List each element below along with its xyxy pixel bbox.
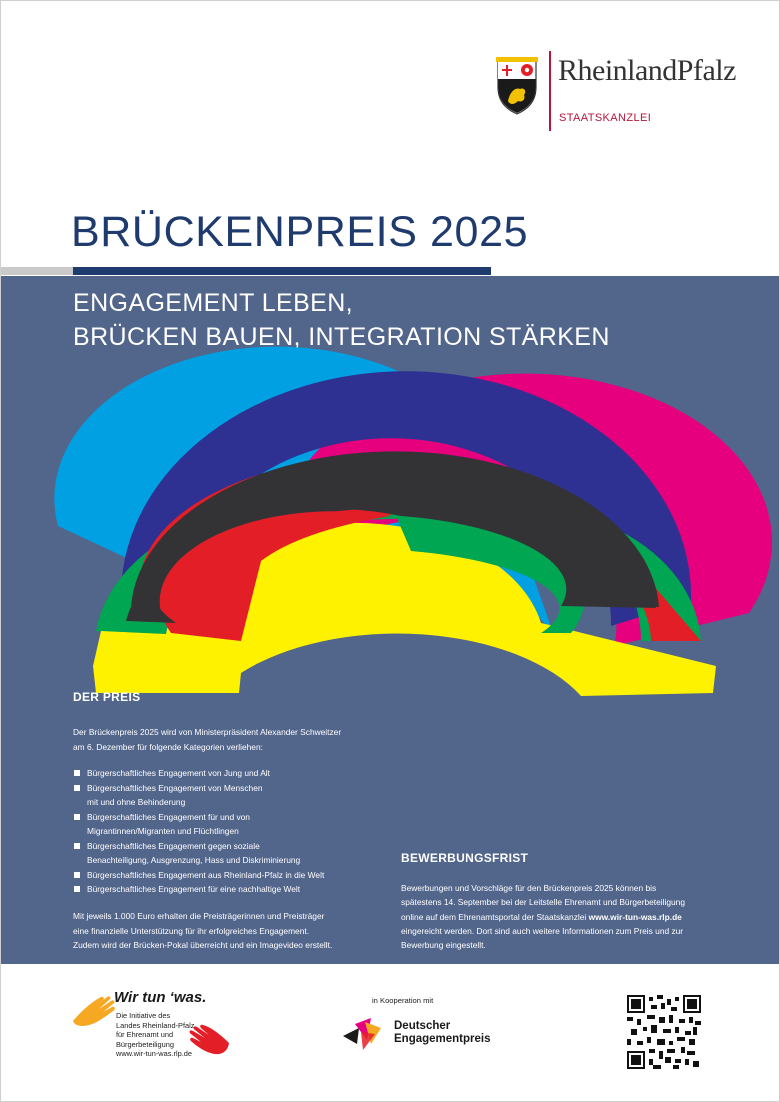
outro-line: Mit jeweils 1.000 Euro erhalten die Preisträgerinnen und Preisträger xyxy=(73,911,325,921)
logo-divider xyxy=(549,51,551,131)
bullet-icon xyxy=(74,785,80,791)
outro-line: eine finanzielle Unterstützung für ihr erfolgreiches Engagement. xyxy=(73,925,310,936)
bullet-icon xyxy=(74,886,80,892)
title-rule xyxy=(73,267,491,275)
frist-heading: BEWERBUNGSFRIST xyxy=(401,851,529,865)
page-title: BRÜCKENPREIS 2025 xyxy=(71,208,529,256)
frist-line: Bewerbungen und Vorschläge für den Brückenpreis 2025 können bis xyxy=(401,883,657,893)
frist-line: spätestens 14. September bei der Leitstelle Ehrenamt und Bürgerbeteiligung xyxy=(401,897,685,908)
subtitle-line-2: BRÜCKEN BAUEN, INTEGRATION STÄRKEN xyxy=(73,323,610,351)
logo-name: RheinlandPfalz xyxy=(558,54,736,87)
preis-outro xyxy=(73,909,403,953)
deutscher-engagementpreis-logo-icon xyxy=(341,1014,389,1054)
qr-code-icon[interactable] xyxy=(627,995,701,1069)
outro-line: Zudem wird der Brücken-Pokal überreicht und ein Imagevideo erstellt. xyxy=(73,940,333,950)
bullet-icon xyxy=(74,843,80,849)
list-item: Bürgerschaftliches Engagement von Menschen mit und ohne Behinderung xyxy=(73,781,403,810)
list-item: Bürgerschaftliches Engagement aus Rheinland-Pfalz in die Welt xyxy=(73,868,403,883)
bullet-icon xyxy=(74,770,80,776)
wirtun-title: Wir tun ‘was. xyxy=(114,989,207,1006)
frist-line: eingereicht werden. Dort sind auch weitere Informationen zum Preis und zur xyxy=(401,925,684,936)
bridge-arches-graphic xyxy=(1,276,780,706)
frist-line: Bewerbung eingestellt. xyxy=(401,940,486,951)
portal-link[interactable]: www.wir-tun-was.rlp.de xyxy=(588,911,682,922)
list-item: Bürgerschaftliches Engagement von Jung und Alt xyxy=(73,766,403,781)
bullet-icon xyxy=(74,814,80,820)
intro-line: am 6. Dezember für folgende Kategorien verliehen: xyxy=(73,741,263,752)
wirtun-description: Die Initiative des Landes Rheinland-Pfalz für Ehrenamt und Bürgerbeteiligung www.wir-tun-was.rlp.de xyxy=(116,1011,226,1059)
preis-intro xyxy=(73,725,403,754)
rlp-coat-of-arms-icon xyxy=(492,57,542,115)
list-item: Bürgerschaftliches Engagement gegen soziale Benachteiligung, Ausgrenzung, Hass und Diskriminierung xyxy=(73,839,403,868)
category-list xyxy=(73,766,403,897)
bullet-icon xyxy=(74,872,80,878)
cooperation-label: in Kooperation mit xyxy=(372,996,434,1005)
preis-heading: DER PREIS xyxy=(73,690,141,704)
frist-line: online auf dem Ehrenamtsportal der Staatskanzlei www.wir-tun-was.rlp.de xyxy=(401,911,682,922)
frist-text xyxy=(401,881,731,952)
intro-line: Der Brückenpreis 2025 wird von Ministerpräsident Alexander Schweitzer xyxy=(73,727,342,737)
subtitle-line-1: ENGAGEMENT LEBEN, xyxy=(73,289,354,317)
wirtun-url[interactable]: www.wir-tun-was.rlp.de xyxy=(116,1049,192,1059)
list-item: Bürgerschaftliches Engagement für und von Migrantinnen/Migranten und Flüchtlingen xyxy=(73,810,403,839)
grey-rule xyxy=(1,267,73,275)
deutscher-engagementpreis-name: Deutscher Engagementpreis xyxy=(394,1020,491,1045)
list-item: Bürgerschaftliches Engagement für eine nachhaltige Welt xyxy=(73,882,403,897)
logo-subtitle: STAATSKANZLEI xyxy=(559,112,652,124)
